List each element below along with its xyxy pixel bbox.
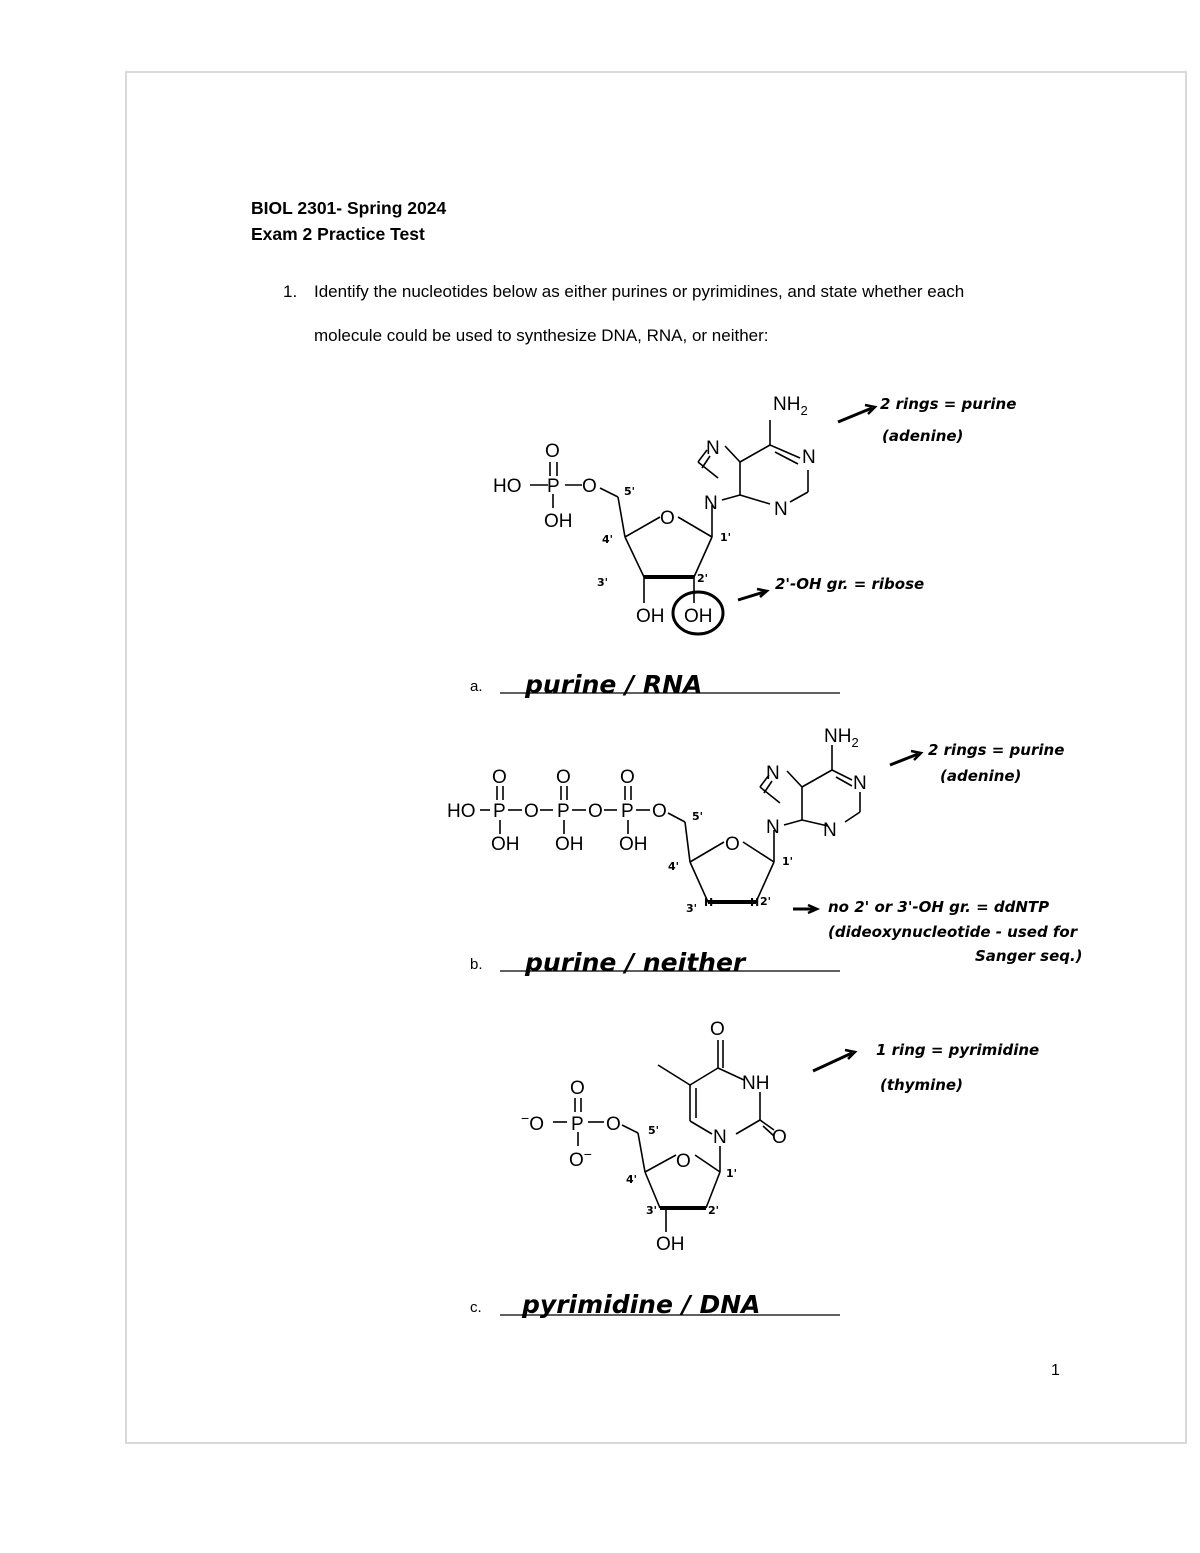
c-prime-2: 2' bbox=[708, 1204, 720, 1217]
b-prime-1: 1' bbox=[782, 855, 794, 868]
a-nh2-label: $NH_2$ bbox=[773, 394, 808, 418]
a-n7-label: N bbox=[706, 438, 720, 459]
exam-title: Exam 2 Practice Test bbox=[251, 224, 425, 244]
a-ring-o: O bbox=[660, 508, 675, 529]
b-n3-label: N bbox=[823, 820, 837, 841]
a-n9-label: N bbox=[704, 493, 718, 514]
c-o4-label: O bbox=[710, 1019, 725, 1040]
c-note-ring: 1 ring = pyrimidine bbox=[876, 1041, 1040, 1059]
b-h2: H bbox=[750, 896, 760, 909]
b-p1-oh: OH bbox=[491, 834, 520, 855]
b-nh2-label: $NH_2$ bbox=[824, 726, 859, 750]
b-ho-label: HO bbox=[447, 801, 476, 822]
a-prime-4: 4' bbox=[602, 533, 614, 546]
answer-b-text: purine / neither bbox=[525, 948, 746, 977]
b-p2-label: P bbox=[557, 801, 570, 822]
b-p3-label: P bbox=[621, 801, 634, 822]
page-number: 1 bbox=[1051, 1362, 1060, 1379]
a-n1-label: N bbox=[802, 447, 816, 468]
b-p3-oh: OH bbox=[619, 834, 648, 855]
b-prime-4: 4' bbox=[668, 860, 680, 873]
c-prime-3: 3' bbox=[646, 1204, 658, 1217]
c-o-minus-bottom: O− bbox=[569, 1146, 592, 1171]
answer-a-label: a. bbox=[470, 678, 483, 695]
b-p2-oh: OH bbox=[555, 834, 584, 855]
a-p-oh-label: OH bbox=[544, 511, 573, 532]
c-o-minus-left: −O bbox=[521, 1110, 544, 1135]
c-o5-label: O bbox=[606, 1114, 621, 1135]
answer-a-text: purine / RNA bbox=[525, 670, 703, 699]
b-p1-o: O bbox=[492, 767, 507, 788]
answer-c-text: pyrimidine / DNA bbox=[522, 1290, 761, 1319]
b-bridge2-o: O bbox=[588, 801, 603, 822]
a-note-base: (adenine) bbox=[882, 427, 964, 445]
question-text-line2: molecule could be used to synthesize DNA, RNA, or neither: bbox=[314, 326, 769, 345]
a-phosphate-o: O bbox=[545, 441, 560, 462]
a-n3-label: N bbox=[774, 499, 788, 520]
a-2oh-label: OH bbox=[684, 606, 713, 627]
a-o5-label: O bbox=[582, 476, 597, 497]
c-3oh-label: OH bbox=[656, 1234, 685, 1255]
b-p3-o: O bbox=[620, 767, 635, 788]
question-text-line1: Identify the nucleotides below as either purines or pyrimidines, and state whether each bbox=[314, 282, 965, 301]
c-p-label: P bbox=[571, 1114, 584, 1135]
c-prime-5: 5' bbox=[648, 1124, 660, 1137]
a-prime-1: 1' bbox=[720, 531, 732, 544]
answer-b-label: b. bbox=[470, 956, 483, 973]
b-bridge1-o: O bbox=[524, 801, 539, 822]
c-ring-o: O bbox=[676, 1151, 691, 1172]
c-prime-1: 1' bbox=[726, 1167, 738, 1180]
a-note-sugar: 2'-OH gr. = ribose bbox=[775, 575, 925, 593]
b-h3: H bbox=[704, 896, 714, 909]
b-prime-3: 3' bbox=[686, 902, 698, 915]
a-3oh-label: OH bbox=[636, 606, 665, 627]
b-n1-label: N bbox=[853, 773, 867, 794]
answer-c-label: c. bbox=[470, 1299, 482, 1316]
a-p-label: P bbox=[547, 476, 560, 497]
a-note-rings: 2 rings = purine bbox=[880, 395, 1017, 413]
a-ho-label: HO bbox=[493, 476, 522, 497]
b-prime-2: 2' bbox=[760, 895, 772, 908]
b-note-dideoxy: (dideoxynucleotide - used for bbox=[828, 923, 1078, 941]
c-o2-label: O bbox=[772, 1127, 787, 1148]
b-note-sanger: Sanger seq.) bbox=[975, 947, 1083, 965]
c-nh-label: NH bbox=[742, 1073, 770, 1094]
b-n7-label: N bbox=[766, 763, 780, 784]
course-title: BIOL 2301- Spring 2024 bbox=[251, 198, 447, 218]
b-ring-o: O bbox=[725, 834, 740, 855]
b-note-rings: 2 rings = purine bbox=[928, 741, 1065, 759]
b-p2-o: O bbox=[556, 767, 571, 788]
c-n1-label: N bbox=[713, 1127, 727, 1148]
question-number: 1. bbox=[283, 282, 298, 301]
c-prime-4: 4' bbox=[626, 1173, 638, 1186]
a-prime-2: 2' bbox=[697, 572, 709, 585]
b-note-sugar: no 2' or 3'-OH gr. = ddNTP bbox=[828, 898, 1050, 916]
b-prime-5: 5' bbox=[692, 810, 704, 823]
c-phosphate-o: O bbox=[570, 1078, 585, 1099]
a-prime-5: 5' bbox=[624, 485, 636, 498]
a-prime-3: 3' bbox=[597, 576, 609, 589]
b-n9-label: N bbox=[766, 817, 780, 838]
c-note-base: (thymine) bbox=[880, 1076, 963, 1094]
b-o5-label: O bbox=[652, 801, 667, 822]
b-p1-label: P bbox=[493, 801, 506, 822]
b-note-base: (adenine) bbox=[940, 767, 1022, 785]
